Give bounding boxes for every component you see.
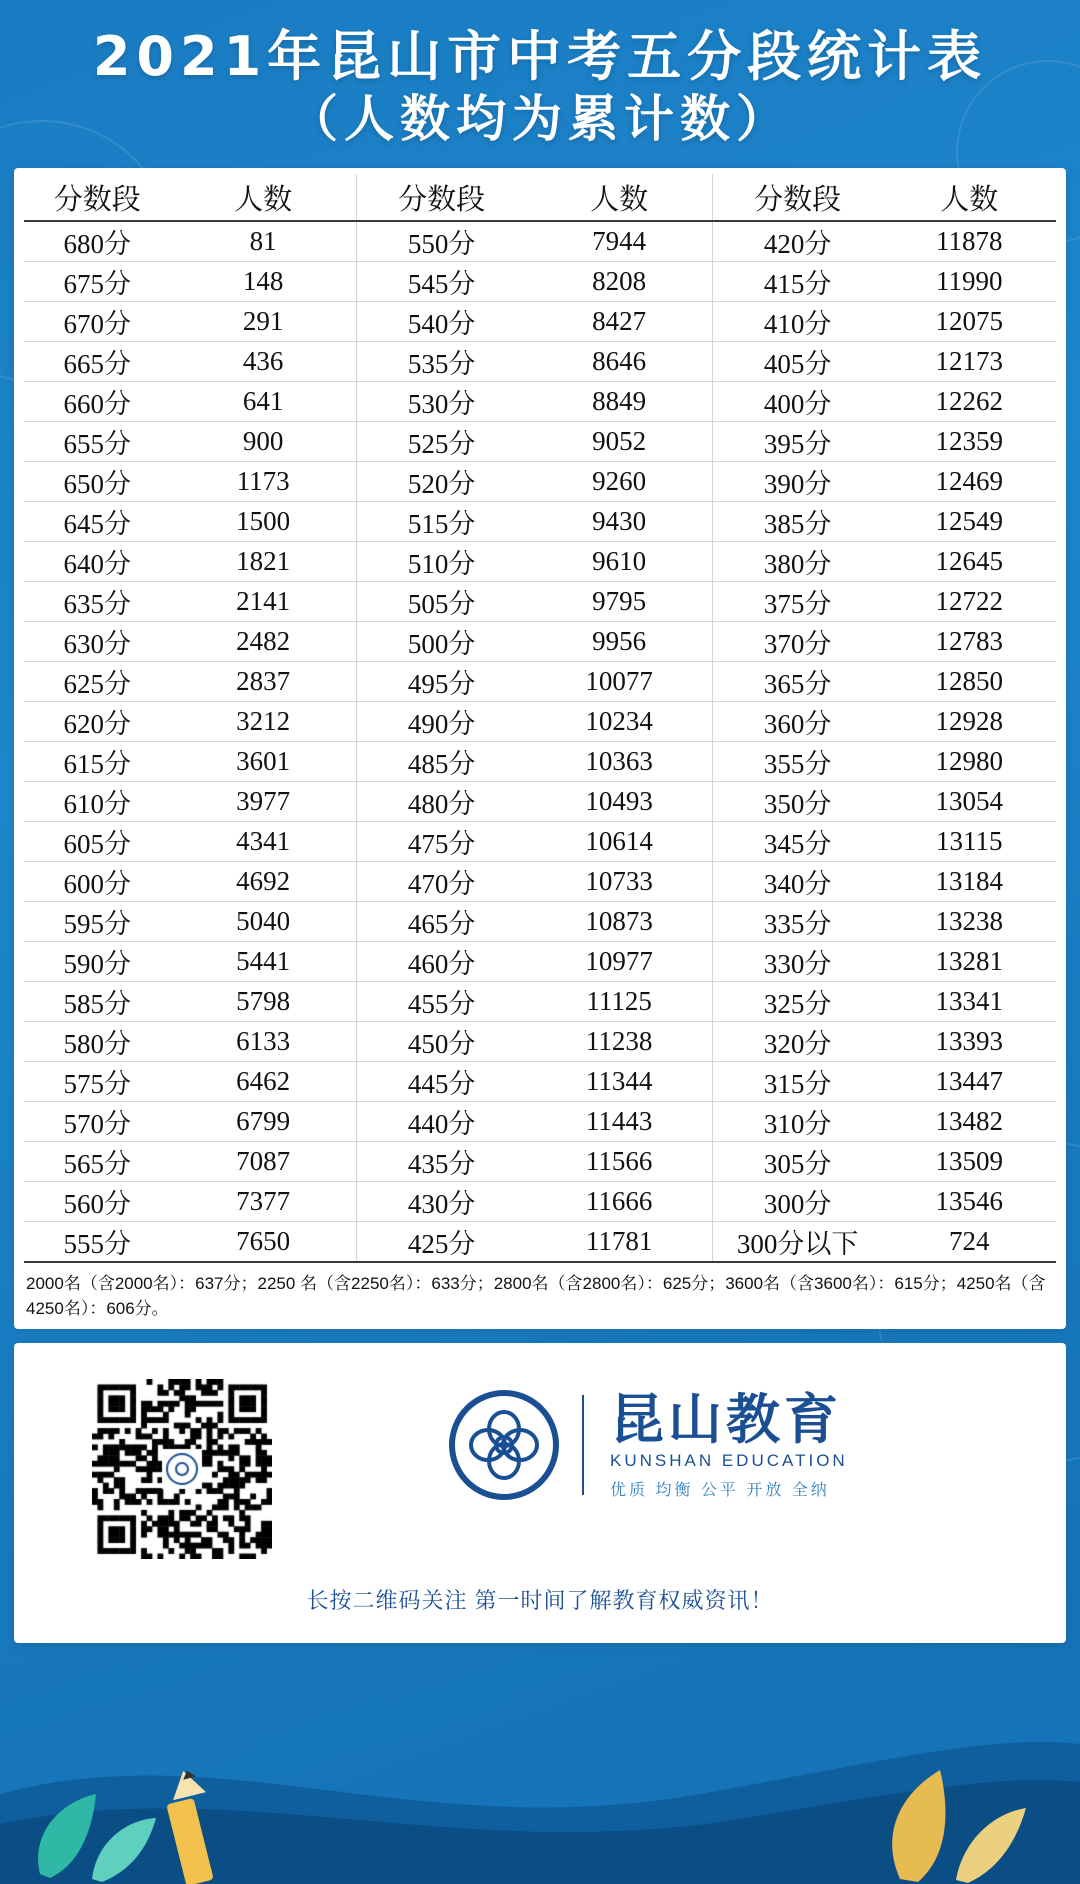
table-cell: 510分 xyxy=(356,542,526,582)
table-cell: 415分 xyxy=(712,262,882,302)
table-body xyxy=(24,221,1056,1262)
table-cell: 660分 xyxy=(24,382,171,422)
table-cell: 12549 xyxy=(883,502,1056,542)
table-cell: 12850 xyxy=(883,662,1056,702)
table-cell: 13054 xyxy=(883,782,1056,822)
table-cell: 13238 xyxy=(883,902,1056,942)
table-cell: 540分 xyxy=(356,302,526,342)
table-cell: 580分 xyxy=(24,1022,171,1062)
table-cell: 610分 xyxy=(24,782,171,822)
table-cell: 585分 xyxy=(24,982,171,1022)
table-row xyxy=(24,902,1056,942)
table-cell: 505分 xyxy=(356,582,526,622)
table-row xyxy=(24,582,1056,622)
table-cell: 4692 xyxy=(171,862,357,902)
table-cell: 11666 xyxy=(527,1182,713,1222)
table-cell: 13546 xyxy=(883,1182,1056,1222)
table-cell: 7377 xyxy=(171,1182,357,1222)
table-cell: 425分 xyxy=(356,1222,526,1263)
table-cell: 420分 xyxy=(712,221,882,262)
table-cell: 1173 xyxy=(171,462,357,502)
brand-block xyxy=(444,1385,848,1505)
score-distribution-table xyxy=(24,174,1056,1263)
table-cell: 10733 xyxy=(527,862,713,902)
table-cell: 375分 xyxy=(712,582,882,622)
table-cell: 630分 xyxy=(24,622,171,662)
table-row xyxy=(24,262,1056,302)
table-cell: 385分 xyxy=(712,502,882,542)
page-title xyxy=(0,0,1080,150)
table-cell: 655分 xyxy=(24,422,171,462)
table-cell: 395分 xyxy=(712,422,882,462)
table-cell: 4341 xyxy=(171,822,357,862)
table-cell: 650分 xyxy=(24,462,171,502)
table-cell: 475分 xyxy=(356,822,526,862)
table-row xyxy=(24,1102,1056,1142)
table-cell: 490分 xyxy=(356,702,526,742)
table-row xyxy=(24,662,1056,702)
table-cell: 570分 xyxy=(24,1102,171,1142)
table-cell: 7650 xyxy=(171,1222,357,1263)
rank-note: 2000名（含2000名）：637分；2250 名（含2250名）：633分；2800名（含2800名）：625分；3600名（含3600名）：615分；4250名（含4250名）：606分。 xyxy=(26,1274,1046,1318)
table-cell: 1821 xyxy=(171,542,357,582)
table-cell: 600分 xyxy=(24,862,171,902)
table-cell: 340分 xyxy=(712,862,882,902)
table-cell: 12928 xyxy=(883,702,1056,742)
table-cell: 9610 xyxy=(527,542,713,582)
table-cell: 450分 xyxy=(356,1022,526,1062)
table-cell: 81 xyxy=(171,221,357,262)
table-row xyxy=(24,462,1056,502)
table-cell: 13184 xyxy=(883,862,1056,902)
table-cell: 11238 xyxy=(527,1022,713,1062)
table-cell: 640分 xyxy=(24,542,171,582)
table-row xyxy=(24,221,1056,262)
table-cell: 495分 xyxy=(356,662,526,702)
table-cell: 555分 xyxy=(24,1222,171,1263)
table-cell: 310分 xyxy=(712,1102,882,1142)
table-cell: 5441 xyxy=(171,942,357,982)
table-cell: 565分 xyxy=(24,1142,171,1182)
table-row xyxy=(24,1222,1056,1263)
table-cell: 12783 xyxy=(883,622,1056,662)
table-cell: 480分 xyxy=(356,782,526,822)
table-cell: 9260 xyxy=(527,462,713,502)
table-header-cell: 人数 xyxy=(883,174,1056,221)
table-row xyxy=(24,782,1056,822)
table-cell: 13509 xyxy=(883,1142,1056,1182)
brand-divider xyxy=(582,1395,584,1495)
table-cell: 300分以下 xyxy=(712,1222,882,1263)
table-cell: 10077 xyxy=(527,662,713,702)
table-cell: 10873 xyxy=(527,902,713,942)
table-cell: 320分 xyxy=(712,1022,882,1062)
table-cell: 405分 xyxy=(712,342,882,382)
table-cell: 10614 xyxy=(527,822,713,862)
brand-name-en: KUNSHAN EDUCATION xyxy=(610,1450,848,1470)
table-cell: 330分 xyxy=(712,942,882,982)
table-cell: 11125 xyxy=(527,982,713,1022)
table-cell: 440分 xyxy=(356,1102,526,1142)
footer-tip: 长按二维码关注 第一时间了解教育权威资讯！ xyxy=(306,1588,774,1613)
table-cell: 615分 xyxy=(24,742,171,782)
table-row xyxy=(24,422,1056,462)
table-cell: 724 xyxy=(883,1222,1056,1263)
table-row xyxy=(24,342,1056,382)
table-cell: 7944 xyxy=(527,221,713,262)
table-cell: 10234 xyxy=(527,702,713,742)
table-cell: 345分 xyxy=(712,822,882,862)
table-cell: 2141 xyxy=(171,582,357,622)
table-cell: 12075 xyxy=(883,302,1056,342)
table-cell: 13341 xyxy=(883,982,1056,1022)
table-cell: 12645 xyxy=(883,542,1056,582)
table-header-cell: 分数段 xyxy=(24,174,171,221)
table-cell: 9795 xyxy=(527,582,713,622)
table-cell: 350分 xyxy=(712,782,882,822)
table-cell: 900 xyxy=(171,422,357,462)
table-cell: 400分 xyxy=(712,382,882,422)
table-cell: 635分 xyxy=(24,582,171,622)
table-header-cell: 分数段 xyxy=(712,174,882,221)
table-cell: 520分 xyxy=(356,462,526,502)
table-cell: 680分 xyxy=(24,221,171,262)
table-cell: 13115 xyxy=(883,822,1056,862)
table-cell: 5040 xyxy=(171,902,357,942)
table-cell: 500分 xyxy=(356,622,526,662)
table-cell: 8208 xyxy=(527,262,713,302)
table-cell: 11566 xyxy=(527,1142,713,1182)
table-cell: 300分 xyxy=(712,1182,882,1222)
table-cell: 605分 xyxy=(24,822,171,862)
table-cell: 12262 xyxy=(883,382,1056,422)
table-cell: 370分 xyxy=(712,622,882,662)
table-row xyxy=(24,542,1056,582)
table-cell: 12980 xyxy=(883,742,1056,782)
table-row xyxy=(24,622,1056,662)
table-cell: 291 xyxy=(171,302,357,342)
table-cell: 430分 xyxy=(356,1182,526,1222)
table-cell: 12173 xyxy=(883,342,1056,382)
table-cell: 13447 xyxy=(883,1062,1056,1102)
table-cell: 11990 xyxy=(883,262,1056,302)
table-cell: 485分 xyxy=(356,742,526,782)
table-cell: 11344 xyxy=(527,1062,713,1102)
table-cell: 12359 xyxy=(883,422,1056,462)
brand-name-cn: 昆山教育 xyxy=(610,1389,842,1450)
table-cell: 535分 xyxy=(356,342,526,382)
table-cell: 575分 xyxy=(24,1062,171,1102)
table-cell: 550分 xyxy=(356,221,526,262)
table-cell: 148 xyxy=(171,262,357,302)
footer-card xyxy=(14,1343,1066,1643)
table-row xyxy=(24,1182,1056,1222)
table-cell: 9052 xyxy=(527,422,713,462)
table-cell: 12469 xyxy=(883,462,1056,502)
title-line-2: （人数均为累计数） xyxy=(288,90,792,148)
table-cell: 530分 xyxy=(356,382,526,422)
table-row xyxy=(24,742,1056,782)
table-cell: 560分 xyxy=(24,1182,171,1222)
table-cell: 10493 xyxy=(527,782,713,822)
table-row xyxy=(24,702,1056,742)
table-cell: 325分 xyxy=(712,982,882,1022)
table-cell: 9956 xyxy=(527,622,713,662)
title-line-1: 2021年昆山市中考五分段统计表 xyxy=(92,25,988,88)
table-cell: 5798 xyxy=(171,982,357,1022)
table-cell: 12722 xyxy=(883,582,1056,622)
table-row xyxy=(24,982,1056,1022)
table-cell: 9430 xyxy=(527,502,713,542)
brand-text xyxy=(610,1391,848,1500)
table-cell: 360分 xyxy=(712,702,882,742)
table-cell: 8646 xyxy=(527,342,713,382)
table-cell: 6462 xyxy=(171,1062,357,1102)
table-cell: 2482 xyxy=(171,622,357,662)
table-cell: 10977 xyxy=(527,942,713,982)
table-cell: 8849 xyxy=(527,382,713,422)
table-row xyxy=(24,942,1056,982)
table-cell: 625分 xyxy=(24,662,171,702)
table-cell: 3977 xyxy=(171,782,357,822)
table-cell: 355分 xyxy=(712,742,882,782)
score-table-card xyxy=(14,168,1066,1329)
brand-slogan: 优质 均衡 公平 开放 全纳 xyxy=(610,1481,830,1499)
table-header-row xyxy=(24,174,1056,221)
table-cell: 410分 xyxy=(712,302,882,342)
table-cell: 595分 xyxy=(24,902,171,942)
table-row xyxy=(24,1142,1056,1182)
table-cell: 10363 xyxy=(527,742,713,782)
table-cell: 365分 xyxy=(712,662,882,702)
table-cell: 6133 xyxy=(171,1022,357,1062)
table-cell: 6799 xyxy=(171,1102,357,1142)
table-cell: 13393 xyxy=(883,1022,1056,1062)
table-cell: 675分 xyxy=(24,262,171,302)
table-row xyxy=(24,1022,1056,1062)
table-cell: 3212 xyxy=(171,702,357,742)
table-cell: 305分 xyxy=(712,1142,882,1182)
table-cell: 665分 xyxy=(24,342,171,382)
kunshan-education-logo-icon xyxy=(444,1385,564,1505)
table-cell: 335分 xyxy=(712,902,882,942)
table-row xyxy=(24,1062,1056,1102)
table-cell: 465分 xyxy=(356,902,526,942)
table-cell: 545分 xyxy=(356,262,526,302)
table-cell: 3601 xyxy=(171,742,357,782)
table-cell: 445分 xyxy=(356,1062,526,1102)
table-row xyxy=(24,302,1056,342)
table-row xyxy=(24,822,1056,862)
table-cell: 13482 xyxy=(883,1102,1056,1142)
table-cell: 436 xyxy=(171,342,357,382)
qr-code[interactable] xyxy=(92,1379,272,1559)
table-cell: 515分 xyxy=(356,502,526,542)
table-header-cell: 分数段 xyxy=(356,174,526,221)
table-cell: 455分 xyxy=(356,982,526,1022)
table-cell: 8427 xyxy=(527,302,713,342)
table-cell: 435分 xyxy=(356,1142,526,1182)
table-cell: 390分 xyxy=(712,462,882,502)
table-header-cell: 人数 xyxy=(171,174,357,221)
table-cell: 590分 xyxy=(24,942,171,982)
table-cell: 470分 xyxy=(356,862,526,902)
table-cell: 11781 xyxy=(527,1222,713,1263)
table-cell: 460分 xyxy=(356,942,526,982)
table-cell: 315分 xyxy=(712,1062,882,1102)
table-cell: 380分 xyxy=(712,542,882,582)
table-cell: 7087 xyxy=(171,1142,357,1182)
table-cell: 670分 xyxy=(24,302,171,342)
table-cell: 11443 xyxy=(527,1102,713,1142)
table-row xyxy=(24,382,1056,422)
table-cell: 620分 xyxy=(24,702,171,742)
table-header xyxy=(24,174,1056,221)
table-cell: 525分 xyxy=(356,422,526,462)
table-cell: 13281 xyxy=(883,942,1056,982)
table-cell: 641 xyxy=(171,382,357,422)
table-cell: 11878 xyxy=(883,221,1056,262)
table-cell: 2837 xyxy=(171,662,357,702)
table-row xyxy=(24,502,1056,542)
table-row xyxy=(24,862,1056,902)
table-cell: 645分 xyxy=(24,502,171,542)
table-header-cell: 人数 xyxy=(527,174,713,221)
bottom-decoration xyxy=(0,1674,1080,1884)
table-cell: 1500 xyxy=(171,502,357,542)
